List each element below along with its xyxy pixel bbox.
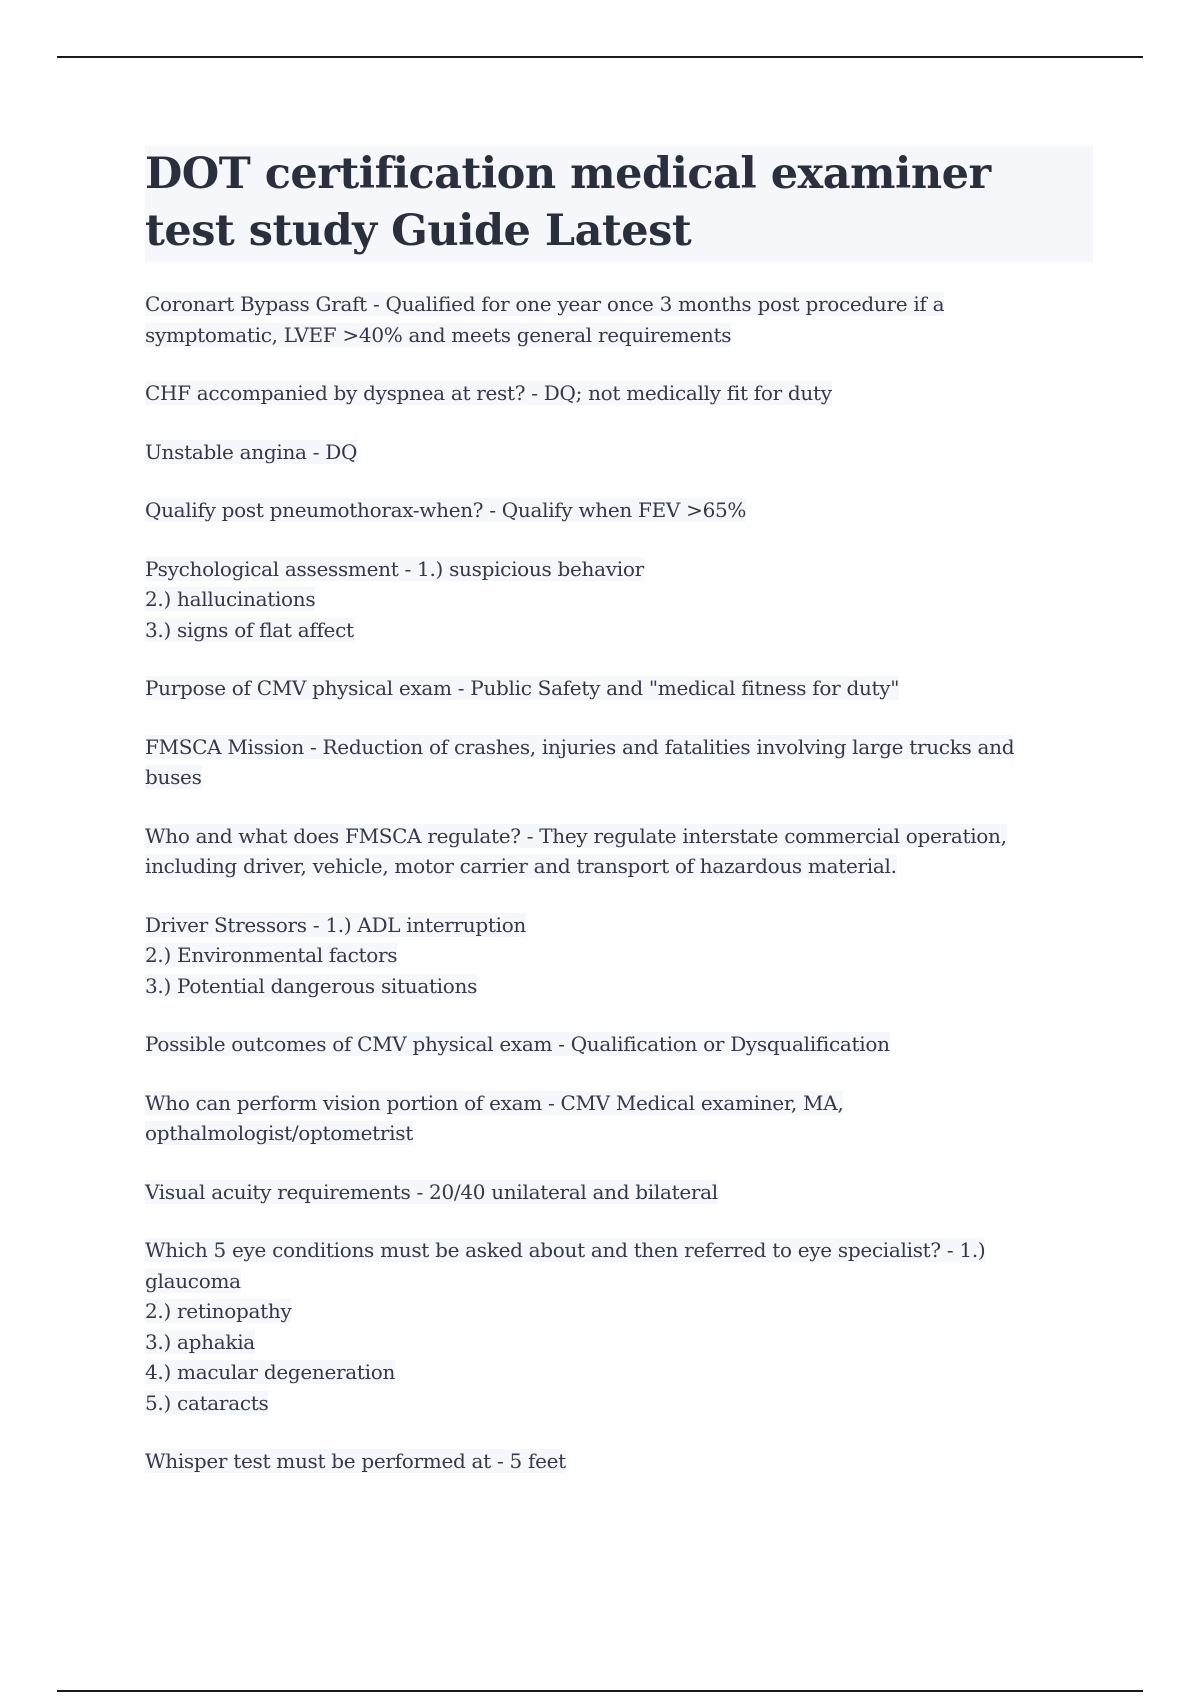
qa-line: Qualify post pneumothorax-when? - Qualify when FEV >65% [145, 498, 747, 522]
qa-item [145, 911, 1093, 1003]
qa-line: 2.) Environmental factors [145, 943, 398, 967]
qa-line-row [145, 438, 1093, 469]
qa-line: buses [145, 765, 202, 789]
qa-line-row [145, 1389, 1093, 1420]
qa-item [145, 379, 1093, 410]
qa-line-row [145, 616, 1093, 647]
qa-line: Visual acuity requirements - 20/40 unilateral and bilateral [145, 1179, 718, 1204]
qa-line-row [145, 1267, 1093, 1298]
qa-line-row [145, 1178, 1093, 1209]
qa-line: glaucoma [145, 1268, 241, 1293]
qa-line: Whisper test must be performed at - 5 feet [145, 1449, 566, 1473]
qa-line-row [145, 674, 1093, 705]
qa-line: 3.) Potential dangerous situations [145, 973, 478, 998]
qa-line-row [145, 822, 1093, 853]
qa-line: Purpose of CMV physical exam - Public Safety and "medical fitness for duty" [145, 676, 900, 700]
qa-item [145, 733, 1093, 794]
qa-item [145, 1178, 1093, 1209]
qa-line: Coronart Bypass Graft - Qualified for one year once 3 months post procedure if a [145, 292, 945, 316]
qa-item [145, 1030, 1093, 1061]
qa-item [145, 822, 1093, 883]
qa-line-row [145, 1089, 1093, 1120]
qa-line: 4.) macular degeneration [145, 1360, 396, 1384]
qa-line: Psychological assessment - 1.) suspicious behavior [145, 556, 644, 581]
qa-line-row [145, 1119, 1093, 1150]
qa-line-row [145, 911, 1093, 942]
qa-line-row [145, 852, 1093, 883]
qa-line: opthalmologist/optometrist [145, 1121, 413, 1145]
qa-line-row [145, 763, 1093, 794]
qa-item [145, 1447, 1093, 1478]
qa-line-row [145, 733, 1093, 764]
qa-item [145, 290, 1093, 351]
qa-line-row [145, 585, 1093, 616]
qa-line: 5.) cataracts [145, 1390, 269, 1415]
qa-line: Who and what does FMSCA regulate? - They regulate interstate commercial operation, [145, 823, 1007, 848]
qa-line: FMSCA Mission - Reduction of crashes, injuries and fatalities involving large trucks and [145, 734, 1015, 759]
qa-line: CHF accompanied by dyspnea at rest? - DQ; not medically fit for duty [145, 381, 832, 405]
qa-item [145, 674, 1093, 705]
qa-line-row [145, 1236, 1093, 1267]
qa-line-row [145, 1358, 1093, 1389]
qa-line: Which 5 eye conditions must be asked about and then referred to eye specialist? - 1.) [145, 1238, 986, 1262]
qa-line: 2.) hallucinations [145, 587, 316, 611]
qa-line-row [145, 555, 1093, 586]
qa-line-row [145, 1447, 1093, 1478]
qa-item [145, 555, 1093, 647]
qa-line-row [145, 1030, 1093, 1061]
qa-line: 3.) aphakia [145, 1329, 255, 1354]
qa-item [145, 438, 1093, 469]
qa-line-row [145, 290, 1093, 321]
qa-line: 3.) signs of flat affect [145, 617, 354, 642]
qa-line-row [145, 1297, 1093, 1328]
qa-line-row [145, 1328, 1093, 1359]
qa-line: Who can perform vision portion of exam - CMV Medical examiner, MA, [145, 1090, 844, 1115]
qa-item [145, 1089, 1093, 1150]
qa-line: symptomatic, LVEF >40% and meets general requirements [145, 322, 732, 347]
qa-line: Unstable angina - DQ [145, 439, 358, 464]
title-block [145, 146, 1093, 262]
qa-line-row [145, 321, 1093, 352]
top-rule [57, 56, 1143, 58]
qa-line: Possible outcomes of CMV physical exam - Qualification or Dysqualification [145, 1032, 890, 1056]
bottom-rule [57, 1690, 1143, 1692]
qa-line-row [145, 379, 1093, 410]
qa-line: 2.) retinopathy [145, 1299, 292, 1323]
qa-line-row [145, 496, 1093, 527]
qa-item [145, 496, 1093, 527]
qa-list [145, 290, 1093, 1478]
qa-line: Driver Stressors - 1.) ADL interruption [145, 912, 527, 937]
document-title: DOT certification medical examiner test study Guide Latest [145, 149, 991, 256]
document-body [145, 146, 1093, 1506]
qa-line-row [145, 972, 1093, 1003]
qa-line: including driver, vehicle, motor carrier and transport of hazardous material. [145, 854, 897, 878]
qa-item [145, 1236, 1093, 1419]
qa-line-row [145, 941, 1093, 972]
